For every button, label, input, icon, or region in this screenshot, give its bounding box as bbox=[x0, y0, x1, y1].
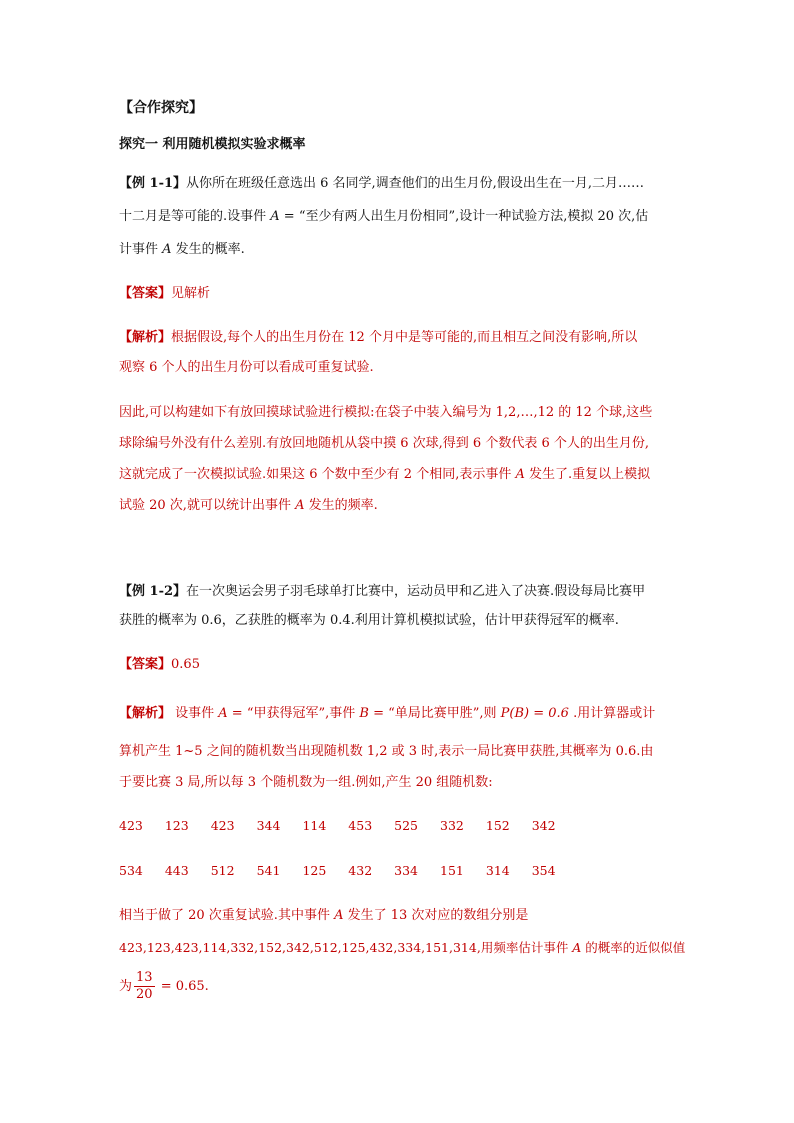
analysis-1-1-line-2: 观察 6 个人的出生月份可以看成可重复试验. bbox=[119, 360, 374, 375]
random-number: 332 bbox=[440, 818, 464, 833]
random-number: 453 bbox=[348, 818, 373, 833]
random-numbers-row-2 bbox=[119, 862, 578, 880]
random-number: 342 bbox=[531, 818, 556, 833]
random-number: 354 bbox=[531, 863, 556, 878]
random-number: 423 bbox=[210, 818, 235, 833]
example-label: 【例 1-1】 bbox=[119, 176, 187, 191]
analysis-1-2-line-1: 【解析】 设事件 A = “甲获得冠军”,事件 B = “单局比赛甲胜”,则 P(B) = 0.6 .用计算器或计 bbox=[119, 706, 656, 721]
example-1-2-line-1: 【例 1-2】在一次奥运会男子羽毛球单打比赛中，运动员甲和乙进入了决赛.假设每局比赛甲 bbox=[119, 584, 646, 599]
random-number: 125 bbox=[302, 863, 327, 878]
analysis-1-1-p2-line-2: 球除编号外没有什么差别.有放回地随机从袋中摸 6 次球,得到 6 个数代表 6 个人的出生月份, bbox=[119, 436, 650, 451]
fraction: $\frac{13}{20}$ bbox=[136, 970, 153, 1002]
random-number: 123 bbox=[164, 818, 189, 833]
analysis-1-2-line-2: 算机产生 1~5 之间的随机数当出现随机数 1,2 或 3 时,表示一局比赛甲获胜,其概率为 0.6.由 bbox=[119, 744, 654, 759]
random-number: 152 bbox=[485, 818, 510, 833]
random-number: 344 bbox=[256, 818, 281, 833]
analysis-1-2-p3-line-1: 相当于做了 20 次重复试验.其中事件 A 发生了 13 次对应的数组分别是 bbox=[119, 908, 529, 923]
analysis-1-1-line-1: 【解析】根据假设,每个人的出生月份在 12 个月中是等可能的,而且相互之间没有影响,所以 bbox=[119, 330, 638, 345]
random-number: 512 bbox=[210, 863, 235, 878]
random-number: 114 bbox=[302, 818, 327, 833]
analysis-1-2-p3-line-3: 为 $\frac{13}{20}$ = 0.65. bbox=[119, 970, 209, 1002]
random-number: 334 bbox=[394, 863, 419, 878]
analysis-1-2-p3-line-2: 423,123,423,114,332,152,342,512,125,432,334,151,314,用频率估计事件 A 的概率的近似似值 bbox=[119, 940, 686, 955]
random-numbers-row-1 bbox=[119, 817, 578, 835]
random-number: 534 bbox=[119, 863, 143, 878]
example-1-1-line-1: 【例 1-1】从你所在班级任意选出 6 名同学,调查他们的出生月份,假设出生在一月,二月…… bbox=[119, 176, 644, 191]
answer-1-1: 【答案】见解析 bbox=[119, 286, 211, 301]
analysis-1-1-p2-line-1: 因此,可以构建如下有放回摸球试验进行模拟:在袋子中装入编号为 1,2,…,12 的 12 个球,这些 bbox=[119, 405, 653, 420]
random-number: 525 bbox=[394, 818, 419, 833]
random-number: 432 bbox=[348, 863, 373, 878]
example-1-1-line-3: 计事件 A 发生的概率. bbox=[119, 242, 245, 257]
example-1-2-line-2: 获胜的概率为 0.6，乙获胜的概率为 0.4.利用计算机模拟试验，估计甲获得冠军的概率. bbox=[119, 613, 619, 628]
analysis-1-2-line-3: 于要比赛 3 局,所以每 3 个随机数为一组.例如,产生 20 组随机数: bbox=[119, 775, 493, 790]
example-label: 【例 1-2】 bbox=[119, 584, 187, 599]
analysis-1-1-p2-line-4: 试验 20 次,就可以统计出事件 A 发生的频率. bbox=[119, 498, 378, 513]
random-number: 541 bbox=[256, 863, 281, 878]
random-number: 443 bbox=[164, 863, 189, 878]
random-number: 151 bbox=[440, 863, 464, 878]
section-title: 【合作探究】 bbox=[119, 100, 203, 116]
example-1-1-line-2: 十二月是等可能的.设事件 A = “至少有两人出生月份相同”,设计一种试验方法,模拟 20 次,估 bbox=[119, 209, 649, 224]
random-number: 423 bbox=[119, 818, 143, 833]
random-number: 314 bbox=[485, 863, 510, 878]
answer-1-2: 【答案】0.65 bbox=[119, 657, 200, 672]
analysis-1-1-p2-line-3: 这就完成了一次模拟试验.如果这 6 个数中至少有 2 个相同,表示事件 A 发生了.重复以上模拟 bbox=[119, 467, 651, 482]
subsection-title: 探究一 利用随机模拟实验求概率 bbox=[119, 137, 306, 152]
